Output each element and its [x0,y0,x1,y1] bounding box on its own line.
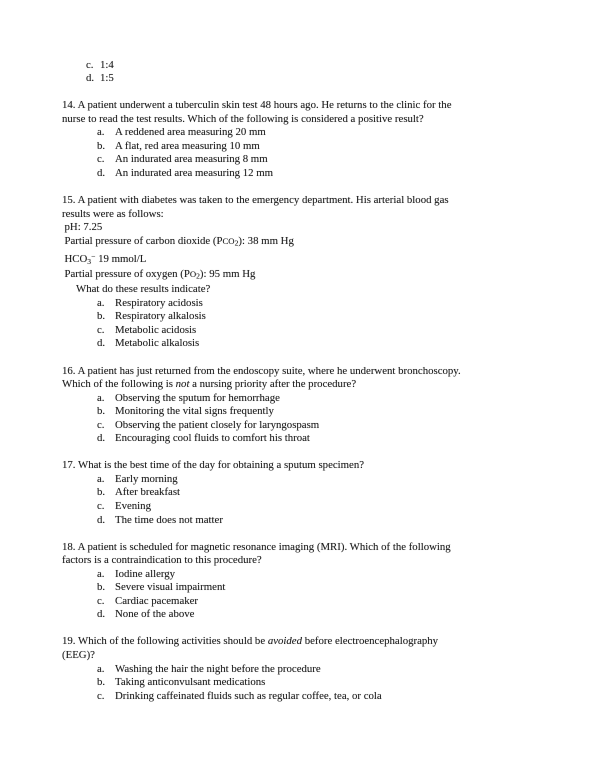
stem-text: before electroencephalography [302,635,439,648]
option-letter: b. [97,310,106,323]
stem-text: a nursing priority after the procedure? [189,378,357,391]
option-row [62,581,560,595]
option-row [62,473,560,487]
previous-question-trailing-options [62,59,560,86]
po2-subscript: 2 [196,271,200,281]
option-row [62,59,560,73]
option-letter: a. [97,567,105,580]
stem-text: Which of the following is [62,378,176,391]
po2-gas-symbol: O [189,269,197,280]
option-row [62,405,560,419]
hco3-value: 19 mmol/L [95,252,147,265]
option-letter: a. [97,296,105,309]
hco3-text: HCO [64,252,88,265]
question-17-stem-line-1: 17. What is the best time of the day for obtaining a sputum specimen? [62,459,365,472]
option-row [62,126,560,140]
pco2-text: Partial pressure of carbon dioxide (P [64,234,223,247]
option-text: Respiratory acidosis [115,296,203,309]
option-text: An indurated area measuring 12 mm [115,166,274,179]
pco2-gas-symbol: CO [222,235,235,246]
option-text: 1:4 [100,58,114,71]
option-text: Washing the hair the night before the procedure [115,662,321,675]
option-text: Early morning [115,472,178,485]
option-letter: b. [97,676,106,689]
option-row [62,324,560,338]
question-19-stem-line-1 [62,635,560,649]
option-row [62,676,560,690]
option-row [62,500,560,514]
question-18-stem-line-2: factors is a contraindication to this procedure? [62,554,262,567]
option-letter: a. [97,391,105,404]
question-14 [62,99,560,180]
option-letter: c. [86,58,94,71]
option-text: Drinking caffeinated fluids such as regular coffee, tea, or cola [115,689,382,702]
pco2-value-line [65,235,561,250]
option-text: Taking anticonvulsant medications [115,676,266,689]
pco2-subscript: 2 [234,238,239,248]
option-row [62,337,560,351]
option-text: A reddened area measuring 20 mm [115,126,266,139]
question-14-stem-line-1: 14. A patient underwent a tuberculin skin test 48 hours ago. He returns to the clinic for the [62,99,452,112]
page-text-content [62,59,560,717]
option-letter: d. [97,513,106,526]
option-letter: a. [97,126,105,139]
option-text: After breakfast [115,486,181,499]
option-row [62,167,560,181]
option-text: Monitoring the vital signs frequently [115,405,274,418]
option-text: An indurated area measuring 8 mm [115,153,268,166]
question-18 [62,541,560,622]
question-14-stem-line-2: nurse to read the test results. Which of the following is considered a positive result? [62,112,424,125]
question-19-stem-line-2: (EEG)? [62,648,95,661]
option-text: Respiratory alkalosis [115,310,206,323]
option-text: Severe visual impairment [115,581,226,594]
option-row [62,595,560,609]
option-letter: c. [97,418,105,431]
option-row [62,72,560,86]
option-text: Cardiac pacemaker [115,594,199,607]
option-text: A flat, red area measuring 10 mm [115,139,260,152]
option-letter: c. [97,323,105,336]
stem-italic-word: avoided [267,635,302,648]
option-letter: d. [86,72,95,85]
option-letter: a. [97,662,105,675]
hco3-subscript: 3 [87,256,92,266]
option-row [62,486,560,500]
question-16-stem-line-1: 16. A patient has just returned from the endoscopy suite, where he underwent bronchoscopy. [62,364,461,377]
option-text: Metabolic acidosis [115,323,197,336]
stem-text: 19. Which of the following activities should be [62,635,268,648]
option-letter: c. [97,594,105,607]
po2-value-line [65,268,561,283]
option-row [62,514,560,528]
stem-italic-word: not [175,378,190,391]
option-letter: b. [97,405,106,418]
po2-value: ): 95 mm Hg [199,268,256,281]
option-row [62,297,560,311]
option-text: The time does not matter [115,513,223,526]
option-letter: c. [97,153,105,166]
option-letter: b. [97,581,106,594]
ph-value-line: pH: 7.25 [64,221,103,234]
option-text: None of the above [115,608,195,621]
option-row [62,153,560,167]
pco2-value: ): 38 mm Hg [238,234,294,247]
option-letter: a. [97,472,105,485]
option-row [62,568,560,582]
option-row [62,419,560,433]
po2-text: Partial pressure of oxygen (P [64,268,190,281]
option-row [62,432,560,446]
option-text: Metabolic alkalosis [115,337,200,350]
question-15 [62,194,560,351]
option-letter: b. [97,486,106,499]
option-row [62,392,560,406]
question-15-stem-line-2: results were as follows: [62,207,164,220]
option-letter: d. [97,432,106,445]
question-19 [62,635,560,703]
hco3-charge-sign: − [91,251,96,261]
question-16 [62,365,560,446]
option-row [62,608,560,622]
question-15-prompt: What do these results indicate? [76,283,211,296]
option-text: Encouraging cool fluids to comfort his throat [115,432,310,445]
hco3-value-line [65,250,561,268]
option-text: Evening [115,499,151,512]
option-row [62,663,560,677]
option-letter: c. [97,689,105,702]
option-letter: d. [97,166,106,179]
question-17 [62,459,560,527]
option-row [62,140,560,154]
question-16-stem-line-2 [62,378,560,392]
option-letter: d. [97,608,106,621]
option-text: Iodine allergy [115,567,176,580]
question-18-stem-line-1: 18. A patient is scheduled for magnetic resonance imaging (MRI). Which of the following [62,540,451,553]
option-row [62,310,560,324]
option-letter: c. [97,499,105,512]
option-text: Observing the sputum for hemorrhage [115,391,280,404]
option-letter: b. [97,139,106,152]
option-text: Observing the patient closely for laryngospasm [115,418,320,431]
question-15-stem-line-1: 15. A patient with diabetes was taken to the emergency department. His arterial blood gas [62,193,449,206]
option-letter: d. [97,337,106,350]
option-text: 1:5 [100,72,114,85]
option-row [62,690,560,704]
